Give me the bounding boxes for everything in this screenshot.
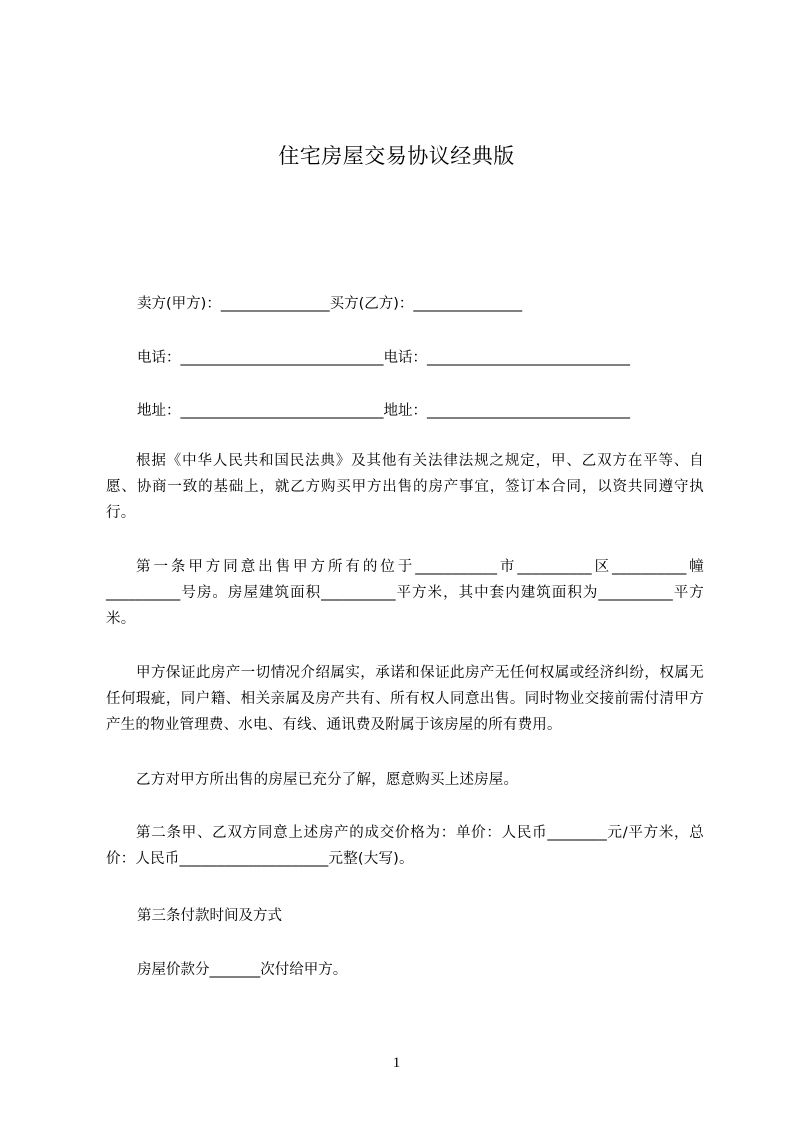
intro-paragraph: 根据《中华人民共和国民法典》及其他有关法律法规之规定，甲、乙双方在平等、自愿、协商一致的基础上，就乙方购买甲方出售的房产事宜，签订本合同，以资共同遵守执行。 <box>106 453 704 521</box>
address-line: 地址：____________________________地址：____________________________ <box>137 403 630 419</box>
guarantee-paragraph: 甲方保证此房产一切情况介绍属实，承诺和保证此房产无任何权属或经济纠纷，权属无任何瑕疵，同户籍、相关亲属及房产共有、所有权人同意出售。同时物业交接前需付清甲方产生的物业管理费、水电、有线、通讯费及附属于该房屋的所有费用。 <box>106 665 704 733</box>
page-number: 1 <box>392 1055 401 1071</box>
article-3-heading: 第三条付款时间及方式 <box>137 908 282 924</box>
party-line: 卖方(甲方)：_______________买方(乙方)：_______________ <box>137 296 523 312</box>
article-1-paragraph: 第一条甲方同意出售甲方所有的位于___________市__________区__________幢__________号房。房屋建筑面积__________平方米，其中套内建筑面积为__________平方米。 <box>106 559 704 627</box>
article-2-paragraph: 第二条甲、乙双方同意上述房产的成交价格为：单价：人民币________元/平方米，总价：人民币____________________元整(大写)。 <box>106 825 704 867</box>
document-title: 住宅房屋交易协议经典版 <box>278 144 515 168</box>
phone-line: 电话：____________________________电话：____________________________ <box>137 350 630 366</box>
installment-line: 房屋价款分_______次付给甲方。 <box>137 962 348 978</box>
buyer-acknowledgement-paragraph: 乙方对甲方所出售的房屋已充分了解，愿意购买上述房屋。 <box>136 772 519 788</box>
